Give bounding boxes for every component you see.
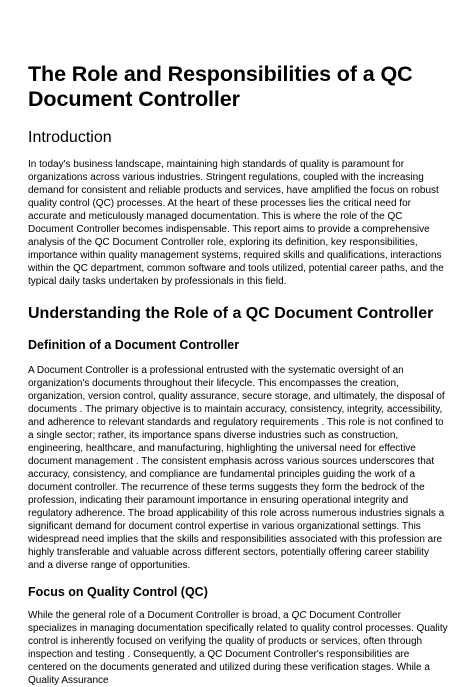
introduction-heading: Introduction [28, 129, 112, 146]
definition-subheading: Definition of a Document Controller [28, 338, 240, 352]
qc-focus-text-rest: Document Controller specializes in managing documentation specifically related to quality control processes. Quality control is inherently focused on verifying the quality of products or services, often through inspection and testing . Consequently, a QC Document Controller's responsibilities are centered on the documents generated and utilized during these verification stages. While a Quality Assurance [28, 610, 448, 686]
definition-paragraph: A Document Controller is a professional entrusted with the systematic oversight of an organization's documents throughout their lifecycle. This encompasses the creation, organization, version control, quality assurance, secure storage, and ultimately, the disposal of documents . The primary objective is to maintain accuracy, consistency, integrity, accessibility, and adherence to relevant standards and regulatory requirements . This role is not confined to a single sector; rather, its importance spans diverse industries such as construction, engineering, healthcare, and manufacturing, highlighting the universal need for effective document management . The consistent emphasis across various sources underscores that accuracy, consistency, and compliance are fundamental principles guiding the work of a document controller. The recurrence of these terms suggests they form the bedrock of the profession, indicating their paramount importance in ensuring operational integrity and regulatory adherence. The broad applicability of this role across numerous industries signals a significant demand for document control expertise in various organizational settings. This widespread need implies that the skills and responsibilities associated with this profession are highly transferable and valuable across different sectors, potentially offering career stability and a diverse range of opportunities. [28, 365, 445, 571]
qc-emphasis: QC [291, 610, 307, 621]
document-title: The Role and Responsibilities of a QC Document Controller [28, 62, 413, 111]
qc-focus-paragraph [28, 609, 448, 687]
qc-focus-subheading: Focus on Quality Control (QC) [28, 585, 208, 599]
role-section-heading: Understanding the Role of a QC Document Controller [28, 305, 434, 322]
document-content [28, 62, 448, 687]
introduction-paragraph: In today's business landscape, maintaining high standards of quality is paramount for organizations across various industries. Stringent regulations, coupled with the increasing demand for consistent and reliable products and services, have amplified the focus on robust quality control (QC) processes. At the heart of these processes lies the critical need for accurate and meticulously managed documentation. This is where the role of the QC Document Controller becomes indispensable. This report aims to provide a comprehensive analysis of the QC Document Controller role, exploring its definition, key responsibilities, importance within quality management systems, required skills and qualifications, interactions within the QC department, common software and tools utilized, potential career paths, and the typical daily tasks undertaken by professionals in this field. [28, 159, 444, 287]
qc-focus-text-start: While the general role of a Document Controller is broad, a [28, 610, 292, 621]
